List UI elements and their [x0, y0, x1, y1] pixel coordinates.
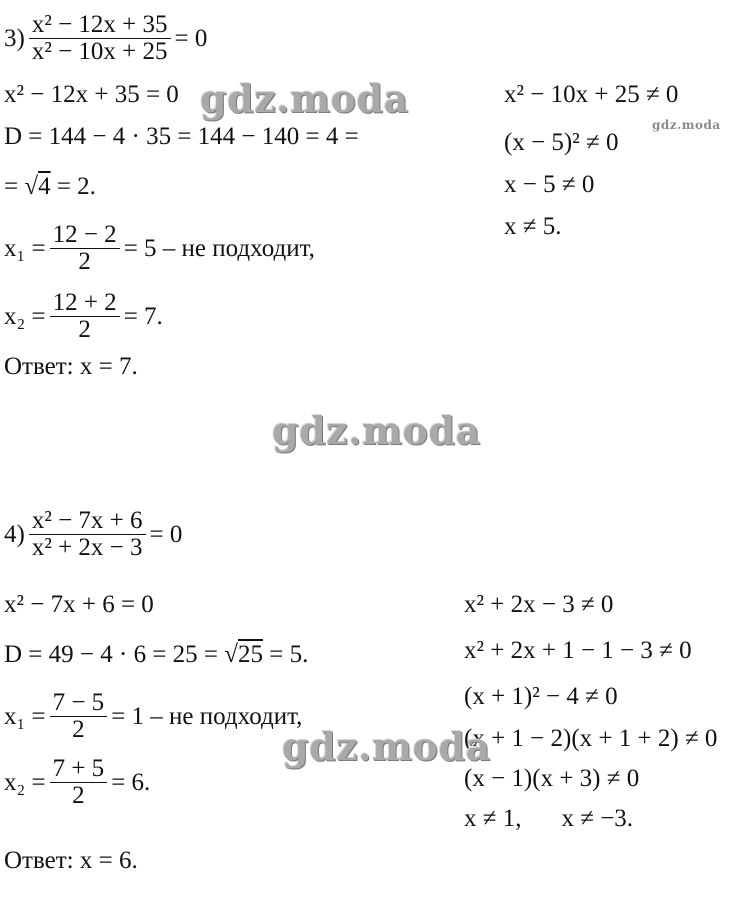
- p4-domain-x-ne-1: x ≠ 1,: [464, 805, 522, 832]
- p3-answer: Ответ: x = 7.: [4, 353, 138, 380]
- watermark-top: gdz.moda: [200, 76, 409, 121]
- p3-equation: [4, 12, 207, 65]
- p3-x2-numerator: 12 + 2: [50, 290, 120, 317]
- p4-disc-radicand: 25: [238, 641, 263, 668]
- p4-domain-line-4: (x + 1 − 2)(x + 1 + 2) ≠ 0: [464, 725, 718, 752]
- p3-x2-fraction: [50, 290, 120, 343]
- p4-x2-prefix: x₂ =: [4, 768, 46, 796]
- p3-x1-fraction: [50, 222, 120, 275]
- p3-domain-line-3: x − 5 ≠ 0: [504, 171, 595, 198]
- p3-domain-line-4: x ≠ 5.: [504, 213, 562, 240]
- p3-x1-prefix: x₁ =: [4, 234, 46, 262]
- p3-x2-prefix: x₂ =: [4, 302, 46, 330]
- p3-x1-numerator: 12 − 2: [50, 222, 120, 249]
- p4-domain-x-ne-minus3: x ≠ −3.: [561, 805, 634, 832]
- p3-main-rhs: = 0: [174, 24, 208, 52]
- watermark-small: gdz.moda: [652, 118, 721, 132]
- watermark-middle: gdz.moda: [272, 408, 481, 453]
- p4-disc-suffix: = 5.: [263, 641, 309, 668]
- p3-disc-cont-suffix: = 2.: [50, 173, 96, 200]
- p4-x2-numerator: 7 + 5: [50, 756, 108, 783]
- p3-discriminant: D = 144 − 4 · 35 = 144 − 140 = 4 =: [4, 123, 359, 150]
- p3-root-x2: [4, 290, 163, 343]
- p4-main-fraction: [29, 508, 146, 561]
- p3-x2-suffix: = 7.: [123, 302, 163, 330]
- p4-x1-denominator: 2: [72, 716, 85, 743]
- p3-numerator-eq: x² − 12x + 35 = 0: [4, 81, 179, 108]
- p3-x2-denominator: 2: [78, 316, 91, 343]
- p4-x2-fraction: [50, 756, 108, 809]
- p4-domain-line-5: (x − 1)(x + 3) ≠ 0: [464, 765, 640, 792]
- p4-label: 4): [4, 520, 25, 548]
- p4-main-numerator: x² − 7x + 6: [29, 508, 146, 535]
- p4-domain-line-2: x² + 2x + 1 − 1 − 3 ≠ 0: [464, 637, 692, 664]
- p4-x1-suffix: = 1 – не подходит,: [111, 702, 303, 730]
- p4-x2-denominator: 2: [72, 782, 85, 809]
- p3-domain-line-2: (x − 5)² ≠ 0: [504, 129, 619, 156]
- p3-disc-cont-radicand: 4: [38, 173, 51, 200]
- p4-main-denominator: x² + 2x − 3: [31, 534, 143, 561]
- p4-root-x2: [4, 756, 150, 809]
- p4-numerator-eq: x² − 7x + 6 = 0: [4, 591, 154, 618]
- p3-main-numerator: x² − 12x + 35: [29, 12, 171, 39]
- p4-x1-fraction: [50, 690, 108, 743]
- p4-main-rhs: = 0: [149, 520, 183, 548]
- p4-disc-prefix: D = 49 − 4 · 6 = 25 = √: [4, 641, 238, 668]
- p4-domain-line-3: (x + 1)² − 4 ≠ 0: [464, 683, 618, 710]
- p3-disc-cont-prefix: = √: [4, 173, 39, 200]
- p3-root-x1: [4, 222, 315, 275]
- p4-x1-prefix: x₁ =: [4, 702, 46, 730]
- p3-discriminant-cont: [4, 172, 96, 202]
- p4-root-x1: [4, 690, 302, 743]
- p3-main-fraction: [29, 12, 171, 65]
- p3-label: 3): [4, 24, 25, 52]
- p4-discriminant: [4, 640, 308, 670]
- p4-x1-numerator: 7 − 5: [50, 690, 108, 717]
- p4-equation: [4, 508, 182, 561]
- p3-x1-denominator: 2: [78, 248, 91, 275]
- p3-main-denominator: x² − 10x + 25: [31, 38, 168, 65]
- p4-x2-suffix: = 6.: [111, 768, 151, 796]
- p3-domain-line-1: x² − 10x + 25 ≠ 0: [504, 81, 679, 108]
- p4-domain-line-1: x² + 2x − 3 ≠ 0: [464, 591, 614, 618]
- watermark-bottom: gdz.moda: [282, 724, 491, 769]
- p3-x1-suffix: = 5 – не подходит,: [123, 234, 315, 262]
- p4-domain-line-6: [464, 804, 633, 834]
- p4-answer: Ответ: x = 6.: [4, 847, 138, 874]
